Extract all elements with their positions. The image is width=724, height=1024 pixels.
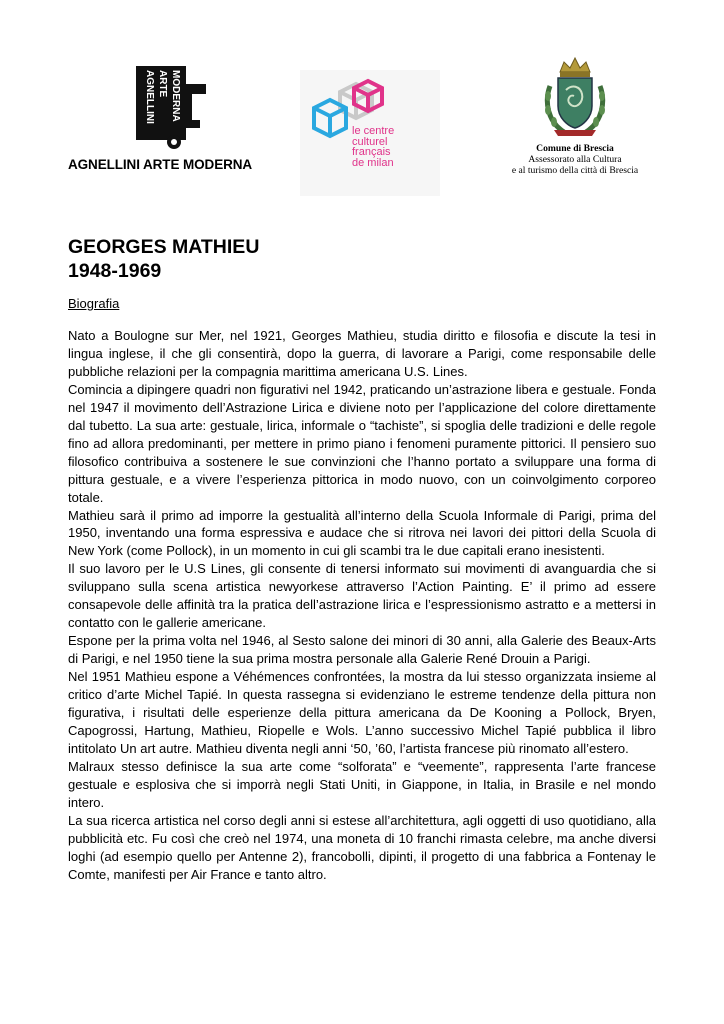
centre-culturel-logo [300, 70, 440, 196]
page-title [68, 235, 259, 283]
section-heading: Biografia [68, 296, 120, 311]
title-name: GEORGES MATHIEU [68, 236, 260, 258]
paragraph: La sua ricerca artistica nel corso degli anni si estese all’architettura, agli oggetti di uso quotidiano, alla pubblicità etc. Fu così che creò nel 1974, una moneta di 10 franchi rimasta celebre, ma anche diversi loghi (ad esempio quello per Antenne 2), francobolli, dipinti, il progetto di una fabbrica a Fontenay le Comte, manifesti per Air France e tanto altro. [68, 812, 656, 882]
agnellini-logo-word-2: ARTE [157, 70, 168, 98]
ccf-line-4: de milan [352, 156, 394, 169]
paragraph: Comincia a dipingere quadri non figurativi nel 1942, praticando un’astrazione libera e gestuale. Fonda nel 1947 il movimento dell’Astrazione Lirica e diviene noto per l’applicazione del colore direttamente dal tubetto. La sua arte: gestuale, lirica, informale o “tachiste”, si spoglia delle tradizioni e delle regole fino ad allora predominanti, per mettere in primo piano i fenomeni puramente pittorici. Il pensiero suo filosofico contribuiva a sostenere le sue convinzioni che l’hanno portato a sviluppare una forma di pittura gestuale, e a vivere l’esperienza pittorica in modo nuovo, con un coinvolgimento corporeo totale. [68, 381, 656, 505]
paragraph: Nel 1951 Mathieu espone a Véhémences confrontées, la mostra da lui stesso organizzata insieme al critico d’arte Michel Tapié. In questa rassegna si evidenziano le estreme tendenze della pittura non figurativa, i risultati delle esperienze della pittura americana da De Kooning a Pollock, Bryen, Capogrossi, Hartung, Mathieu, Riopelle e Wols. L’anno successivo Michel Tapié pubblica il libro intitolato Un art autre. Mathieu diventa negli anni ‘50, ’60, l’artista francese più rinomato all’estero. [68, 669, 656, 756]
paragraph: Malraux stesso definisce la sua arte come “solforata” e “veemente”, rappresenta l’arte francese gestuale e esplosiva che si imporrà negli Stati Uniti, in Giappone, in Italia, in Brasile e nel mondo intero. [68, 758, 656, 810]
paragraph: Il suo lavoro per le U.S Lines, gli consente di tenersi informato sui movimenti di avanguardia che si sviluppano sulla scena artistica newyorkese attraverso l’Action Painting. E’ il primo ad essere consapevole delle affinità tra la pratica dell’astrazione lirica e l’espressionismo astratto e a mettersi in contatto con le gallerie americane. [68, 561, 656, 631]
comune-name: Comune di Brescia [536, 143, 614, 154]
paragraph: Nato a Boulogne sur Mer, nel 1921, Georges Mathieu, studia diritto e filosofia e discute la tesi in lingua inglese, il che gli consentirà, dopo la guerra, di lavorare a Parigi, come responsabile delle pubbliche relazioni per la compagnia marittima americana U.S. Lines. [68, 328, 656, 379]
agnellini-logo-word-3: MODERNA [170, 70, 181, 122]
paragraph: Espone per la prima volta nel 1946, al Sesto salone dei minori di 30 anni, alla Galerie des Beaux-Arts di Parigi, e nel 1950 tiene la sua prima mostra personale alla Galerie René Drouin a Parigi. [68, 633, 656, 667]
comune-info [500, 143, 650, 176]
page-header [0, 0, 724, 210]
comune-crest-icon [542, 56, 608, 142]
comune-dept: Assessorato alla Cultura [528, 154, 622, 165]
centre-culturel-name [352, 126, 442, 168]
biography-text [68, 327, 656, 884]
agnellini-logo [130, 64, 212, 150]
title-years: 1948-1969 [68, 260, 162, 282]
ccf-line-2: culturel [352, 135, 388, 148]
paragraph: Mathieu sarà il primo ad imporre la gestualità all’interno della Scuola Informale di Parigi, prima del 1950, inventando una forma espressiva e audace che si ritrova nei lavori dei pittori della Scuola di New York (come Pollock), in un momento in cui gli scambi tra le due capitali erano inesistenti. [68, 507, 656, 559]
agnellini-name: AGNELLINI ARTE MODERNA [68, 157, 253, 172]
comune-dept-2: e al turismo della città di Brescia [511, 165, 639, 176]
agnellini-logo-word-1: AGNELLINI [144, 70, 155, 124]
ccf-line-1: le centre [352, 125, 395, 137]
ccf-line-3: français [352, 146, 391, 158]
